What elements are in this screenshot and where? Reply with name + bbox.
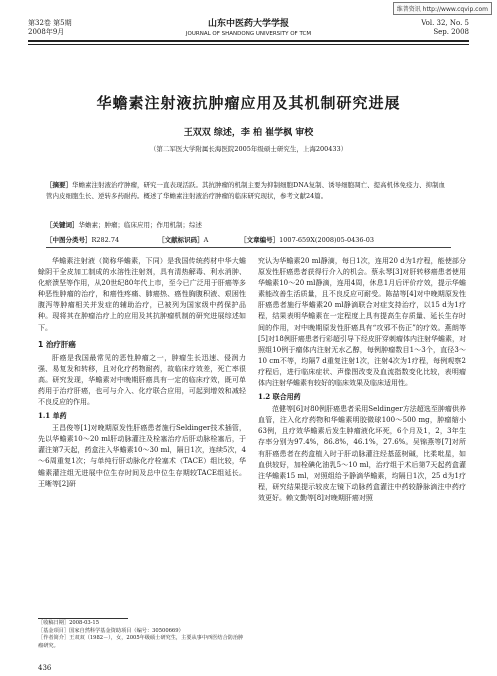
affiliation: （第二军医大学附属长海医院2005年级硕士研究生，上海200433）: [149, 145, 348, 153]
abstract: [46, 180, 451, 202]
journal-header: [28, 16, 469, 42]
section-paragraph: 肝癌是我国最常见的恶性肿瘤之一，肿瘤生长迅速、侵润力强、易复发和转移，且对化疗药物耐药，故临床疗效差，死亡率很高。研究发现，华蟾素对中晚期肝癌具有一定的临床疗效，既可单药用于治疗肝癌，也可与介入、化疗联合应用，可起到增效和减轻不良反应的作用。: [38, 353, 246, 407]
header-left: 第32卷 第5期 2008年9月: [28, 19, 72, 36]
subsection-heading: 1.2 联合用药: [258, 392, 301, 402]
journal-name-cn: 山东中医药大学学报: [207, 19, 289, 29]
left-column: [38, 256, 246, 490]
doc-code: A: [203, 236, 209, 244]
authors: 王双双 综述，李 柏 崔学枫 审校: [183, 128, 314, 138]
footnote: [38, 620, 248, 650]
classification-line: ［中图分类号］R282.74 ［文献标识码］A ［文章编号］1007-659X(2008)05-0436-03: [46, 236, 375, 244]
header-right: Vol. 32, No. 5 Sep. 2008: [421, 19, 469, 36]
keywords: [46, 220, 451, 229]
abstract-text: 华蟾素注射液治疗肿瘤，研究一直表现活跃。其抗肿瘤的机制主要为抑制细胞DNA复制、诱导细胞凋亡、提高机体免疫力、抑制血管内皮细胞生长、逆转多药耐药。概述了华蟾素注射液治疗肿瘤的临床研究现状，参考文献24篇。: [46, 181, 446, 200]
author-bio: ［作者简介］王双双（1982－），女，2005年级硕士研究生，主要从事中西医结合防治肿瘤研究。: [38, 635, 244, 649]
article-number: 1007-659X(2008)05-0436-03: [279, 236, 375, 244]
keywords-text: 华蟾素；肿瘤；临床应用；作用机制；综述: [78, 221, 202, 229]
header-center: [28, 19, 469, 38]
journal-name-en: JOURNAL OF SHANDONG UNIVERSITY OF TCM: [185, 31, 312, 37]
keywords-label: ［关键词］: [46, 221, 79, 229]
article-title: 华蟾素注射液抗肿瘤应用及其机制研究进展: [96, 94, 401, 112]
received-date: ［收稿日期］2008-03-15: [38, 620, 100, 626]
page-number: 436: [38, 664, 52, 672]
intro-paragraph: 华蟾素注射液（简称华蟾素，下同）是我国传统药材中华大蟾蜍阴干全皮加工制成的水溶性注射剂，具有清热解毒、利水消肿、化瘀溃坚等作用，从20世纪80年代上市，至今已广泛用于肝癌等多种恶性肿瘤的治疗，和癌性疼痛、肺癌热、癌性胸腹积液、艰困性腹泻等肿瘤相关并发症的辅助治疗，已被列为国家级中药保护品种。现将其在肿瘤治疗上的应用及其抗肿瘤机制的研究进展综述如下。: [38, 257, 246, 332]
subsection-heading: 1.1 单药: [38, 411, 67, 421]
subsection-paragraph: 王昌俊等[1]对晚期原发性肝癌患者施行Seldinger技术插管，先以华蟾素10～20 ml肝动脉灌注及栓塞治疗后肝动脉栓塞后，于灌注第7天起，药盒注入华蟾素10～30 ml，隔日1次，连续5次，4～6周重复1次；与单纯行肝动脉化疗栓塞术（TACE）组比较，华蟾素灌注组无进展中位生存时间及总中位生存期较TACE组延长。王晰等[2]研: [38, 424, 246, 488]
fund-info: ［基金项目］国家自然科学基金资助项目（编号：30500669）: [38, 627, 184, 634]
continued-paragraph: 究认为华蟾素20 ml静滴，每日1次，连用20 d为1疗程，能使部分原发性肝癌患者获得行介入的机会。蔡永琴[3]对肝转移癌患者使用华蟾素10～20 ml静滴，连用4周，休息1月后评价疗效，提示华蟾素能改善生活质量，且不良反应可耐受。陈喆等[4]对中晚期原发性肝癌患者施行华蟾素20 ml静滴联合对症支持治疗，以15 d为1疗程，结果表明华蟾素在一定程度上具有提高生存质量、延长生存时间的作用，对中晚期原发性肝癌具有“攻邪不伤正”的疗效。燕朗等[5]对18例肝癌患者行彩超引导下经皮肝穿刺瘤体内注射华蟾素，对照组10例于瘤体内注射无水乙醇，每例肿瘤数目1～3个，直径3～10 cm不等，均隔7 d重复注射1次，注射4次为1疗程，每例观察2疗程后，进行临床症状、声像图改变及血流指数变化比较，表明瘤体内注射华蟾素有较好的临床效果及临床适用性。: [258, 257, 466, 388]
abstract-rule: [46, 247, 451, 248]
abstract-label: ［摘要］: [46, 181, 72, 189]
section-heading: 1 治疗肝癌: [38, 339, 76, 349]
footnote-rule: [38, 618, 128, 619]
class-value: R282.74: [91, 236, 120, 244]
subsection-paragraph: 范健等[6]对80例肝癌患者采用Seldinger方法超选至肿瘤供养血管，注入化疗药物和华蟾素明胶微球100～500 mg，肿瘤缩小63例，且疗效华蟾素后发生肿瘤液化坏死，6个月及1，2，3年生存率分别为97.4%，86.8%，46.1%，27.6%。吴锦燕等[7]对所有肝癌患者在药盒植入时于肝动脉灌注经基蓝树碱，比柔吡星，如血供较好，加栓碘化油乳5～10 ml，治疗组于术后第7天起药盒灌注华蟾素15 ml，对照组给予静滴华蟾素，均隔日1次，25 d为1疗程，研究结果提示较皮左镜下动脉药盒灌注中药较静脉滴注中药疗效更好。赖文勤等[8]对晚期肝癌对照: [258, 405, 466, 502]
right-column: [258, 256, 466, 504]
header-rule: [28, 44, 469, 45]
source-stamp: 维普资讯 http://www.cqvip.com: [393, 2, 492, 15]
